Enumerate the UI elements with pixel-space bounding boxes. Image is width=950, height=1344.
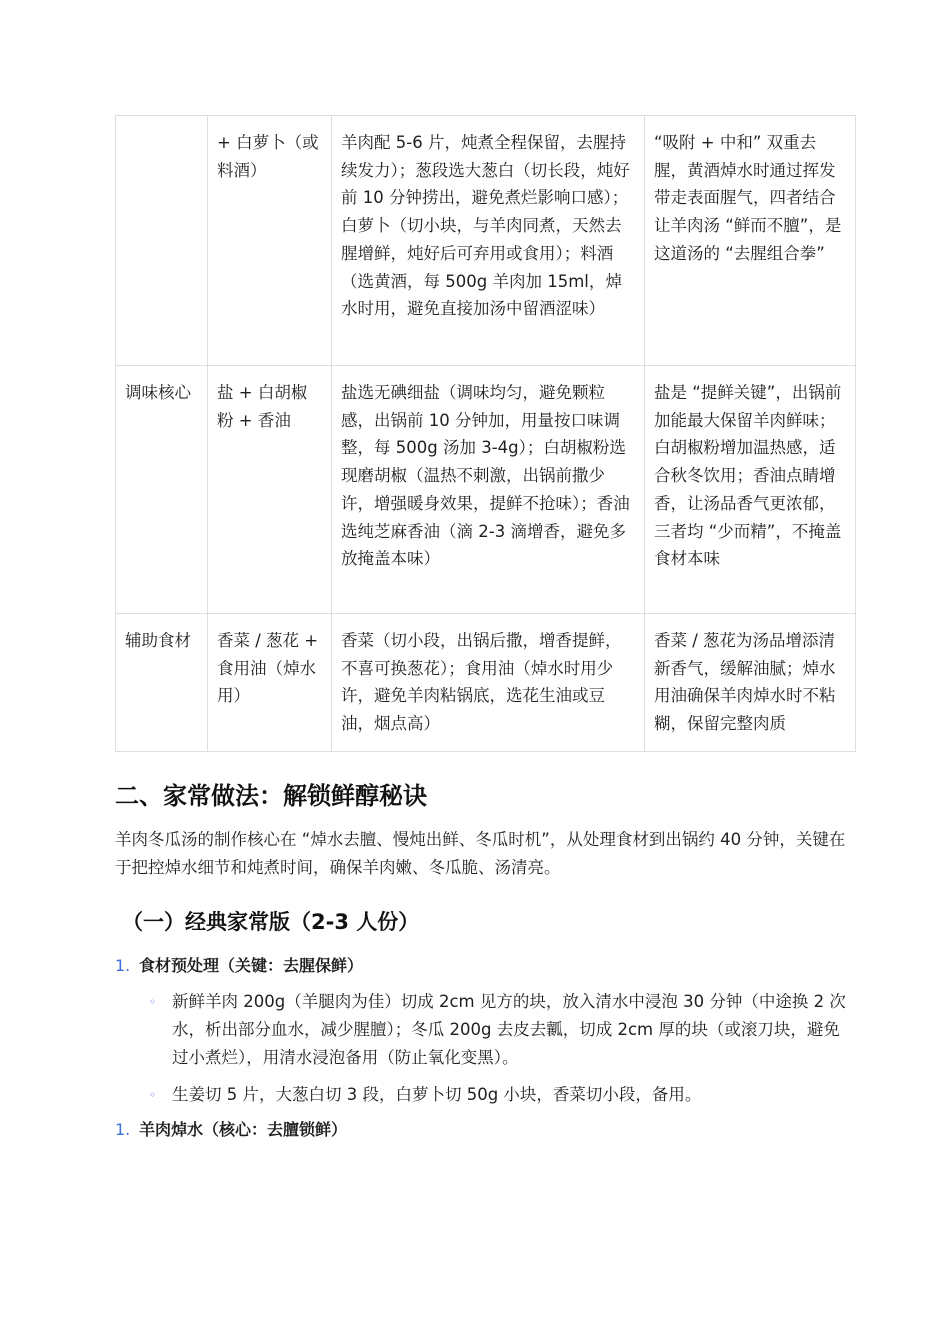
section-heading: 二、家常做法：解锁鲜醇秘诀 — [115, 782, 427, 810]
subsection-heading: （一）经典家常版（2-3 人份） — [122, 910, 420, 934]
table-row — [116, 614, 856, 752]
list-item-text: 新鲜羊肉 200g（羊腿肉为佳）切成 2cm 见方的块，放入清水中浸泡 30 分钟（中途换 2 次水，析出部分血水，减少腥膻）；冬瓜 200g 去皮去瓤，切成 2cm 厚的块（或滚刀块，避免过小煮烂），用清水浸泡备用（防止氧化变黑）。 — [172, 992, 846, 1067]
cell-ingredients: 盐 + 白胡椒粉 + 香油 — [208, 366, 332, 614]
step-title: 羊肉焯水（核心：去膻锁鲜） — [139, 1120, 348, 1139]
cell-usage: 盐选无碘细盐（调味均匀，避免颗粒感，出锅前 10 分钟加，用量按口味调整，每 500g 汤加 3-4g）；白胡椒粉选现磨胡椒（温热不刺激，出锅前撒少许，增强暖身效果，提鲜不抢味）；香油选纯芝麻香油（滴 2-3 滴增香，避免多放掩盖本味） — [332, 366, 645, 614]
cell-effect: “吸附 + 中和” 双重去腥，黄酒焯水时通过挥发带走表面腥气，四者结合让羊肉汤 “鲜而不膻”，是这道汤的 “去腥组合拳” — [645, 116, 856, 366]
bullet-icon: ◦ — [149, 1088, 157, 1102]
step-item — [115, 1118, 855, 1142]
bullet-icon: ◦ — [149, 995, 157, 1009]
step-number: 1. — [115, 956, 131, 975]
cell-category — [116, 116, 208, 366]
step-title: 食材预处理（关键：去腥保鲜） — [139, 956, 364, 975]
table-row — [116, 116, 856, 366]
step-number: 1. — [115, 1120, 131, 1139]
cell-category: 调味核心 — [116, 366, 208, 614]
step-bullet-list — [115, 988, 855, 1109]
cell-effect: 香菜 / 葱花为汤品增添清新香气，缓解油腻；焯水用油确保羊肉焯水时不粘糊，保留完整肉质 — [645, 614, 856, 752]
section-intro: 羊肉冬瓜汤的制作核心在 “焯水去膻、慢炖出鲜、冬瓜时机”，从处理食材到出锅约 40 分钟，关键在于把控焯水细节和炖煮时间，确保羊肉嫩、冬瓜脆、汤清亮。 — [115, 830, 846, 877]
list-item — [149, 1081, 855, 1109]
ingredient-table — [115, 115, 856, 752]
cell-ingredients: 香菜 / 葱花 + 食用油（焯水用） — [208, 614, 332, 752]
cell-ingredients: + 白萝卜（或料酒） — [208, 116, 332, 366]
cell-effect: 盐是 “提鲜关键”，出锅前加能最大保留羊肉鲜味；白胡椒粉增加温热感，适合秋冬饮用；香油点睛增香，让汤品香气更浓郁，三者均 “少而精”，不掩盖食材本味 — [645, 366, 856, 614]
step-item — [115, 954, 855, 978]
cell-category: 辅助食材 — [116, 614, 208, 752]
cell-usage: 香菜（切小段，出锅后撒，增香提鲜，不喜可换葱花）；食用油（焯水时用少许，避免羊肉粘锅底，选花生油或豆油，烟点高） — [332, 614, 645, 752]
document-page — [115, 115, 855, 1142]
list-item — [149, 988, 855, 1072]
table-row — [116, 366, 856, 614]
cell-usage: 羊肉配 5-6 片，炖煮全程保留，去腥持续发力）；葱段选大葱白（切长段，炖好前 10 分钟捞出，避免煮烂影响口感）；白萝卜（切小块，与羊肉同煮，天然去腥增鲜，炖好后可弃用或食用）；料酒（选黄酒，每 500g 羊肉加 15ml，焯水时用，避免直接加汤中留酒涩味） — [332, 116, 645, 366]
list-item-text: 生姜切 5 片，大葱白切 3 段，白萝卜切 50g 小块，香菜切小段，备用。 — [172, 1085, 702, 1104]
